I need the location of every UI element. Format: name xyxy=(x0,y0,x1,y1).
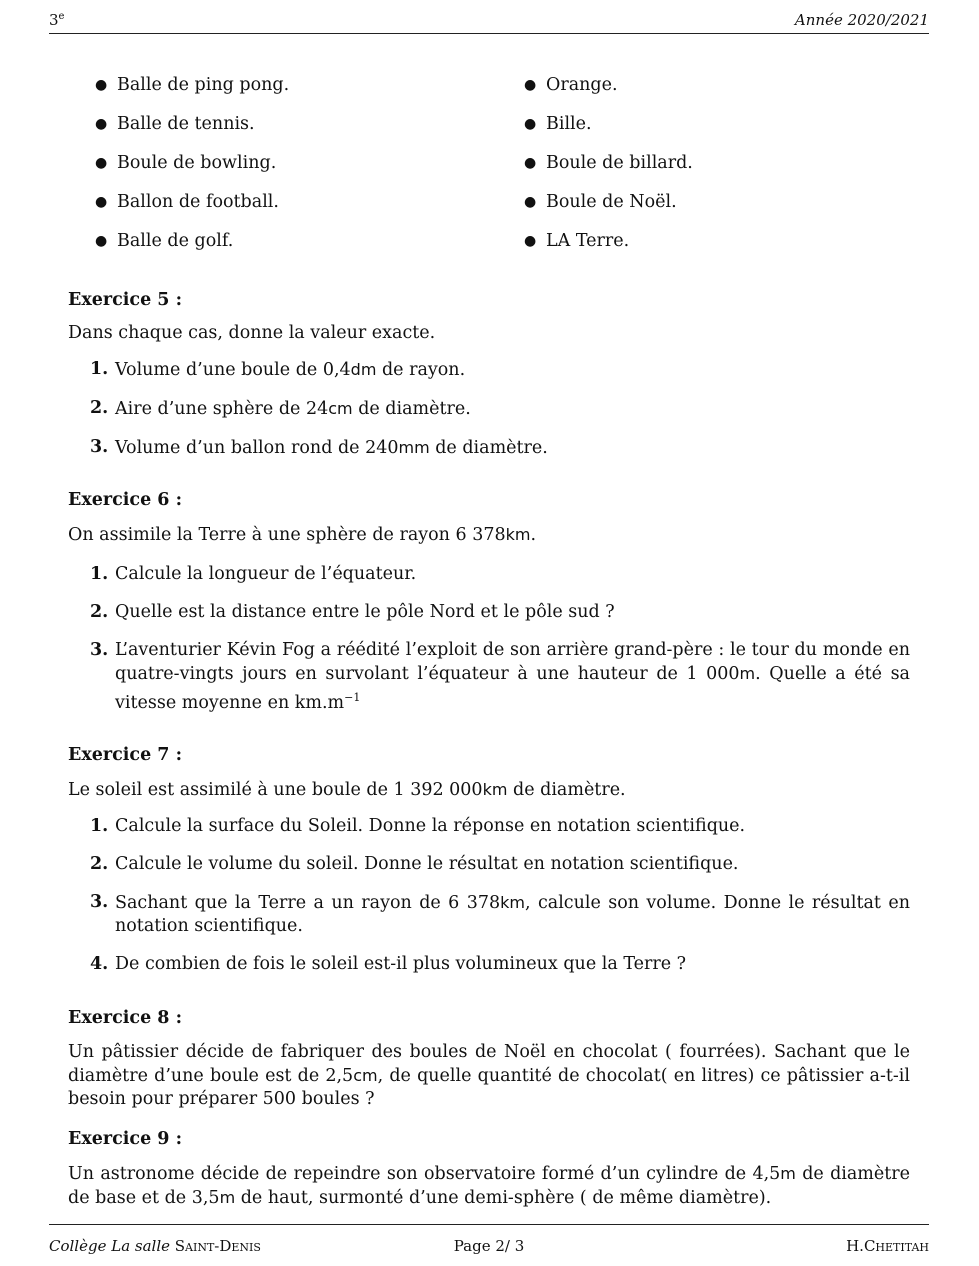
exercise-7-questions xyxy=(68,815,910,991)
question-item: 3. Volume d’un ballon rond de 240mm de diamètre. xyxy=(90,437,548,458)
list-item: ● Balle de ping pong. xyxy=(95,75,290,95)
exercise-5-intro: Dans chaque cas, donne la valeur exacte. xyxy=(68,323,436,343)
list-item: ● Boule de billard. xyxy=(524,153,693,173)
list-item: ● Ballon de football. xyxy=(95,192,279,212)
list-item: ● Balle de tennis. xyxy=(95,114,255,134)
school-name: Collège La salle Saint-Denis xyxy=(49,1237,261,1255)
balls-list-left xyxy=(95,73,475,268)
exercise-9-title: Exercice 9 : xyxy=(68,1129,183,1149)
list-item: ● LA Terre. xyxy=(524,231,630,251)
exercise-6-questions xyxy=(68,563,910,730)
exercise-7-title: Exercice 7 : xyxy=(68,745,183,765)
question-item: 1. Calcule la longueur de l’équateur. xyxy=(90,564,417,584)
exercise-7-intro: Le soleil est assimilé à une boule de 1 392 000km de diamètre. xyxy=(68,780,626,800)
page-header xyxy=(49,9,929,34)
school-year: Année 2020/2021 xyxy=(794,11,929,29)
exercise-9-text: Un astronome décide de repeindre son observatoire formé d’un cylindre de 4,5m de diamètre de base et de 3,5m de haut, surmonté d’une demi-sphère ( de même diamètre). xyxy=(68,1164,911,1208)
exercise-8-title: Exercice 8 : xyxy=(68,1008,183,1028)
question-item: 4. De combien de fois le soleil est-il plus volumineux que la Terre ? xyxy=(90,954,687,974)
question-item: 1. Volume d’une boule de 0,4dm de rayon. xyxy=(90,359,466,380)
list-item: ● Orange. xyxy=(524,75,618,95)
author: H.Chetitah xyxy=(846,1237,929,1255)
exercise-6-intro: On assimile la Terre à une sphère de rayon 6 378km. xyxy=(68,525,537,545)
question-item: 2. Aire d’une sphère de 24cm de diamètre. xyxy=(90,398,471,419)
question-item: 2. Calcule le volume du soleil. Donne le résultat en notation scientifique. xyxy=(90,854,739,874)
list-item: ● Balle de golf. xyxy=(95,231,234,251)
list-item: ● Bille. xyxy=(524,114,592,134)
question-item: 2. Quelle est la distance entre le pôle Nord et le pôle sud ? xyxy=(90,602,615,622)
page-footer xyxy=(49,1224,929,1255)
list-item: ● Boule de bowling. xyxy=(95,153,277,173)
list-item: ● Boule de Noël. xyxy=(524,192,677,212)
class-level: 3e xyxy=(49,11,65,29)
exercise-5-title: Exercice 5 : xyxy=(68,290,183,310)
exercise-6-title: Exercice 6 : xyxy=(68,490,183,510)
balls-list-right xyxy=(524,73,904,268)
exercise-5-questions xyxy=(68,358,910,475)
question-item: 3. L’aventurier Kévin Fog a réédité l’exploit de son arrière grand-père : le tour du monde en quatre-vingts jours en survolant l’équateur à une hauteur de 1 000m. Quelle a été sa vitesse moyenne en $km.m^{-1}$ xyxy=(90,640,910,713)
page-number: Page 2/ 3 xyxy=(453,1237,525,1255)
question-item: 1. Calcule la surface du Soleil. Donne la réponse en notation scientifique. xyxy=(90,816,746,836)
question-item: 3. Sachant que la Terre a un rayon de 6 378km, calcule son volume. Donne le résultat en notation scientifique. xyxy=(90,892,910,936)
exercise-8-text: Un pâtissier décide de fabriquer des boules de Noël en chocolat ( fourrées). Sachant que le diamètre d’une boule est de 2,5cm, de quelle quantité de chocolat( en litres) ce pâtissier a-t-il besoin pour préparer 500 boules ? xyxy=(68,1042,910,1109)
